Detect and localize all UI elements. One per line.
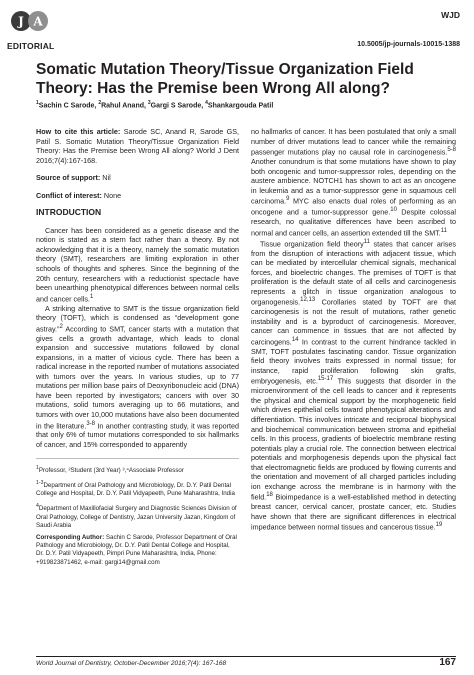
footer-divider [36, 656, 456, 657]
affiliation-text: Department of Oral Pathology and Microbiology, Dr. D.Y. Patil Dental College and Hospital, Dr. D.Y. Patil Vidyapeeth, Pune Maharashtra, India [36, 481, 235, 498]
cite-label: How to cite this article: [36, 127, 121, 136]
roles-text: Professor, ²Student (3rd Year) ³,⁴Associate Professor [38, 466, 184, 474]
section-heading: INTRODUCTION [36, 207, 102, 218]
citation-ref: 3-8 [86, 420, 95, 427]
support-label: Source of support: [36, 173, 101, 183]
conflict-of-interest [36, 191, 239, 201]
author-sup: 2 [98, 100, 102, 106]
affiliation-text: Department of Maxillofacial Surgery and Diagnostic Sciences Division of Oral Pathology, College of Dentistry, Jazan University Jazan, Kingdom of Saudi Arabia [36, 505, 237, 529]
author-sup: 4 [205, 100, 208, 106]
paragraph [251, 238, 456, 533]
paragraph-text: states that cancer arises from the disruption of interactions with adjacent tissue, which can be mediated by intercellular chemical signals, mechanical forces, and bioelectric changes. The premises of TOFT is that proliferation is the default state of all cells and carcinogenesis represents a glitch in tissue organization analogous to organogenesis. [251, 238, 456, 307]
citation-ref: 10 [390, 207, 397, 214]
citation-ref: 11 [363, 238, 371, 245]
paragraph-text: According to SMT, cancer starts with a mutation that gives cells a growth advantage, which leads to clonal expansion and successive mutations followed by clonal expansions, in a matter of vicious cycle. There has been a radical increase in the reported number of mutations associated with tumors over the years. In various studies, up to 77 mutations per million base pairs of Deoxyribonucleic acid (DNA) have been reported by investigators; cancers with over 30 mutations, solid tumors averaging up to 66 mutations, and tumors with over 10,000 mutations have also been documented in the literature. [36, 324, 239, 430]
citation-ref: 14 [291, 336, 299, 343]
paragraph-text: Despite colossal research, no qualitative differences have been ascribed to normal and cancer cells, an assertion extended till the SMT. [251, 207, 456, 238]
source-of-support [36, 173, 239, 183]
paragraph-text: Tissue organization field theory [260, 238, 364, 248]
paragraph-text: Another conundrum is that some mutations have shown to play both oncogenic and tumor-suppressor roles, depending on the austere ambience. NOTCH1 has shown to act as an oncogene in leukemia and as a tumor-suppressor gene in squamous cell carcinoma. [251, 157, 456, 206]
corresponding-text: Sachin C Sarode, Professor Department of Oral Pathology and Microbiology, Dr. D.Y. Patil Dental College and Hospital, Dr. D.Y. Patil Vidyapeeth, Pimpri Pune Maharashtra, India, Phone: +919823871462, e-mail: gargi14@gmail.com [36, 533, 237, 566]
paragraph-text: In another contrasting study, it was reported that only 6% of tumor mutations corresponded to six hallmarks of cancer, and 15% corresponded to apparently [36, 420, 240, 450]
cite-text: Sarode SC, Anand R, Sarode GS, Patil S. Somatic Mutation Theory/Tissue Organization Field Theory: Has the Premise been Wrong All along? World J Dent 2016;7(4):167-168. [36, 127, 239, 165]
author-name: Gargi S Sarode, [150, 102, 206, 110]
citation-ref: 19 [435, 522, 443, 529]
left-column [36, 127, 239, 571]
paragraph-text: This suggests that disorder in the microenvironment of the cell leads to cancer and it represents the physical and chemical support by the morphogenetic field which drives epithelial cells toward phenotypical alterations and differentiation. This involves intricate and reciprocal biophysical and biochemical communication between stroma and epithelial cells. In this process, gradients of bioelectric membrane resting potentials play a crucial role. The connection between electrical potentials and morphogenesis depends upon the physical fact that electromagnetic fields are produced by flowing currents and the orientation and movement of all charged particles including ion exchange across the membrane is in harmony with the field. [251, 376, 456, 502]
affiliation [36, 479, 239, 498]
logo-letter-right: A [33, 14, 43, 29]
author-sup: 1 [36, 100, 39, 106]
citation-ref: 11 [440, 227, 447, 234]
citation-ref: 2 [59, 323, 63, 330]
how-to-cite [36, 127, 239, 165]
affiliation [36, 502, 239, 530]
paragraph-text: no hallmarks of cancer. It has been postulated that only a small number of driver mutations lead to cancer while the remaining passenger mutations play no causal role in carcinogenesis. [251, 127, 456, 157]
paragraph [36, 226, 239, 304]
paragraph-text: In contrast to the current hindrance tackled in SMT, TOFT postulates fascinating candor. Tissue organization field theory involves traits expressed in normal tissue; for instance, rapid proliferation following skin grafts, embryogenesis, etc. [251, 337, 456, 386]
right-column [251, 127, 456, 532]
author-name: Shankargouda Patil [207, 102, 274, 110]
corresponding-author [36, 534, 239, 567]
doi: 10.5005/jp-journals-10015-1388 [357, 41, 460, 48]
conflict-label: Conflict of interest: [36, 190, 102, 200]
paragraph-text: Bioimpedance is a well-established method in detecting breast cancer, cervical cancer, prostate cancer, etc. Studies have shown that there are significant differences in electrical impedance between normal tissues and cancerous tissue. [251, 492, 456, 532]
citation-ref: 18 [266, 492, 273, 499]
article-title: Somatic Mutation Theory/Tissue Organization Field Theory: Has the Premise been Wrong All along? [36, 61, 414, 97]
support-text: Nil [100, 173, 111, 183]
paragraph-text: Cancer has been considered as a genetic disease and the notion is stated as a stern fact rather than a theory. By not acknowledging that it is a theory, namely the somatic mutation theory (SMT), researchers are limiting exploration in other schools of thoughts and spheres. Since the beginning of the 20th century, researchers with a reductionist spectacle have been unearthing phenotypical differences between normal cells and cancer cells. [36, 225, 239, 304]
logo-letter-left: J [18, 14, 24, 29]
page-number: 167 [439, 657, 456, 668]
paragraph [36, 304, 239, 450]
author-name: Sachin C Sarode, [38, 102, 99, 110]
citation-ref: 9 [286, 196, 290, 203]
section-label: EDITORIAL [7, 41, 55, 51]
affiliation-sup: 1 [36, 464, 39, 471]
journal-abbrev: WJD [441, 10, 460, 20]
author-roles [36, 464, 239, 475]
affiliation-box [36, 458, 239, 567]
journal-logo-icon [10, 6, 50, 36]
affiliation-sup: 1-3 [36, 479, 44, 486]
footer-citation: World Journal of Dentistry, October-December 2016;7(4): 167-168 [36, 660, 227, 667]
paragraph-text: MYC also enacts dual roles of performing as an oncogene and a tumor-suppressor gene. [251, 196, 456, 217]
author-sup: 3 [147, 100, 151, 106]
paragraph [251, 127, 456, 238]
citation-ref: 12,13 [300, 297, 316, 304]
affiliation-sup: 4 [36, 503, 39, 510]
paragraph-text: A striking alternative to SMT is the tissue organization field theory (TOFT), which is condensed as “development gone astray.” [36, 303, 239, 334]
corresponding-label: Corresponding Author: [36, 533, 105, 541]
author-list [36, 100, 273, 109]
author-name: Rahul Anand, [101, 102, 148, 110]
citation-ref: 1 [89, 293, 94, 300]
paragraph-text: Corollaries stated by TOFT are that carcinogenesis is not the result of mutations, rather genetic instability and is a byproduct of carcinogenesis. Moreover, cancer can commence in tissues that are not affected by carcinogens. [251, 297, 456, 347]
citation-ref: 15-17 [317, 376, 334, 383]
citation-ref: 5-8 [447, 147, 456, 154]
conflict-text: None [101, 190, 122, 200]
